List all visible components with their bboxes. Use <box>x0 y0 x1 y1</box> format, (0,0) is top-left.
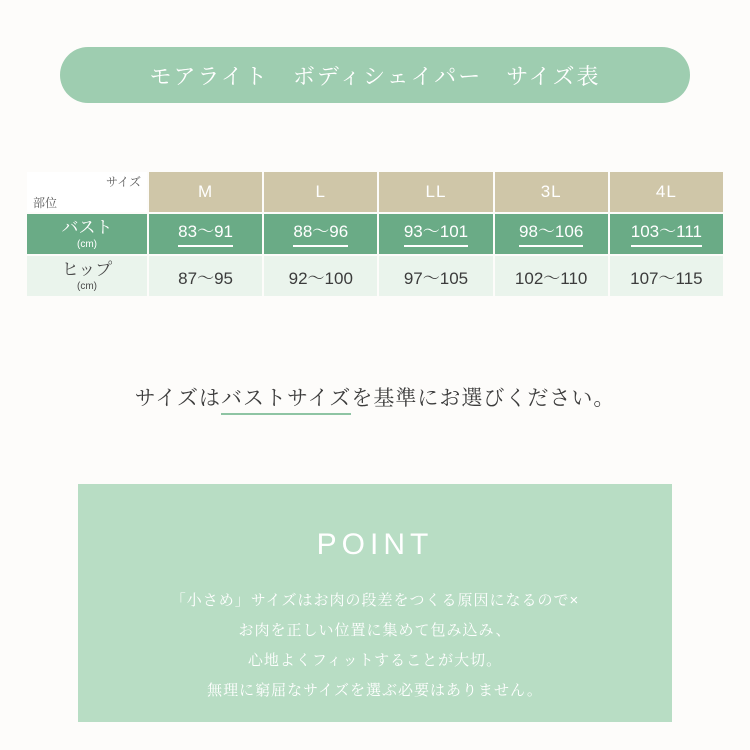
bust-value-4l <box>610 214 723 254</box>
bust-value-ll <box>379 214 492 254</box>
table-row <box>27 256 723 296</box>
page-title-pill <box>60 47 690 103</box>
page-title: モアライト ボディシェイパー サイズ表 <box>149 63 601 89</box>
row-label-bust <box>27 214 147 254</box>
point-body <box>78 586 672 706</box>
bust-value-l <box>264 214 377 254</box>
bust-value-ll-text: 93〜101 <box>404 221 468 246</box>
point-line: お肉を正しい位置に集めて包み込み、 <box>238 622 512 639</box>
row-label-hip-text: ヒップ <box>61 259 113 279</box>
lead-highlight: バストサイズ <box>221 387 351 415</box>
bust-value-m <box>149 214 262 254</box>
column-header-3l: 3L <box>495 172 608 212</box>
table-header-row <box>27 172 723 212</box>
column-header-4l: 4L <box>610 172 723 212</box>
hip-value-m: 87〜95 <box>149 256 262 296</box>
bust-value-m-text: 83〜91 <box>178 221 233 246</box>
point-box <box>78 484 672 722</box>
point-line: 心地よくフィットすることが大切。 <box>247 652 503 669</box>
hip-value-4l: 107〜115 <box>610 256 723 296</box>
hip-value-l: 92〜100 <box>264 256 377 296</box>
point-line: 無理に窮屈なサイズを選ぶ必要はありません。 <box>207 682 543 699</box>
bust-value-l-text: 88〜96 <box>293 221 348 246</box>
table-corner-cell <box>27 172 147 212</box>
size-table-wrapper <box>25 170 725 298</box>
lead-sentence <box>0 382 750 412</box>
row-label-hip <box>27 256 147 296</box>
row-label-bust-unit: (cm) <box>77 238 97 250</box>
point-line: 「小さめ」サイズはお肉の段差をつくる原因になるので× <box>170 592 580 609</box>
hip-value-ll: 97〜105 <box>379 256 492 296</box>
bust-value-4l-text: 103〜111 <box>631 221 702 246</box>
row-label-hip-unit: (cm) <box>77 280 97 292</box>
corner-part-label: 部位 <box>33 196 58 210</box>
corner-size-label: サイズ <box>105 175 141 189</box>
point-title: POINT <box>316 528 434 561</box>
table-row <box>27 214 723 254</box>
column-header-ll: LL <box>379 172 492 212</box>
bust-value-3l-text: 98〜106 <box>519 221 583 246</box>
lead-before: サイズは <box>134 387 221 410</box>
hip-value-3l: 102〜110 <box>495 256 608 296</box>
bust-value-3l <box>495 214 608 254</box>
row-label-bust-text: バスト <box>61 217 113 237</box>
column-header-l: L <box>264 172 377 212</box>
lead-after: を基準にお選びください。 <box>351 387 616 410</box>
column-header-m: M <box>149 172 262 212</box>
size-table <box>25 170 725 298</box>
